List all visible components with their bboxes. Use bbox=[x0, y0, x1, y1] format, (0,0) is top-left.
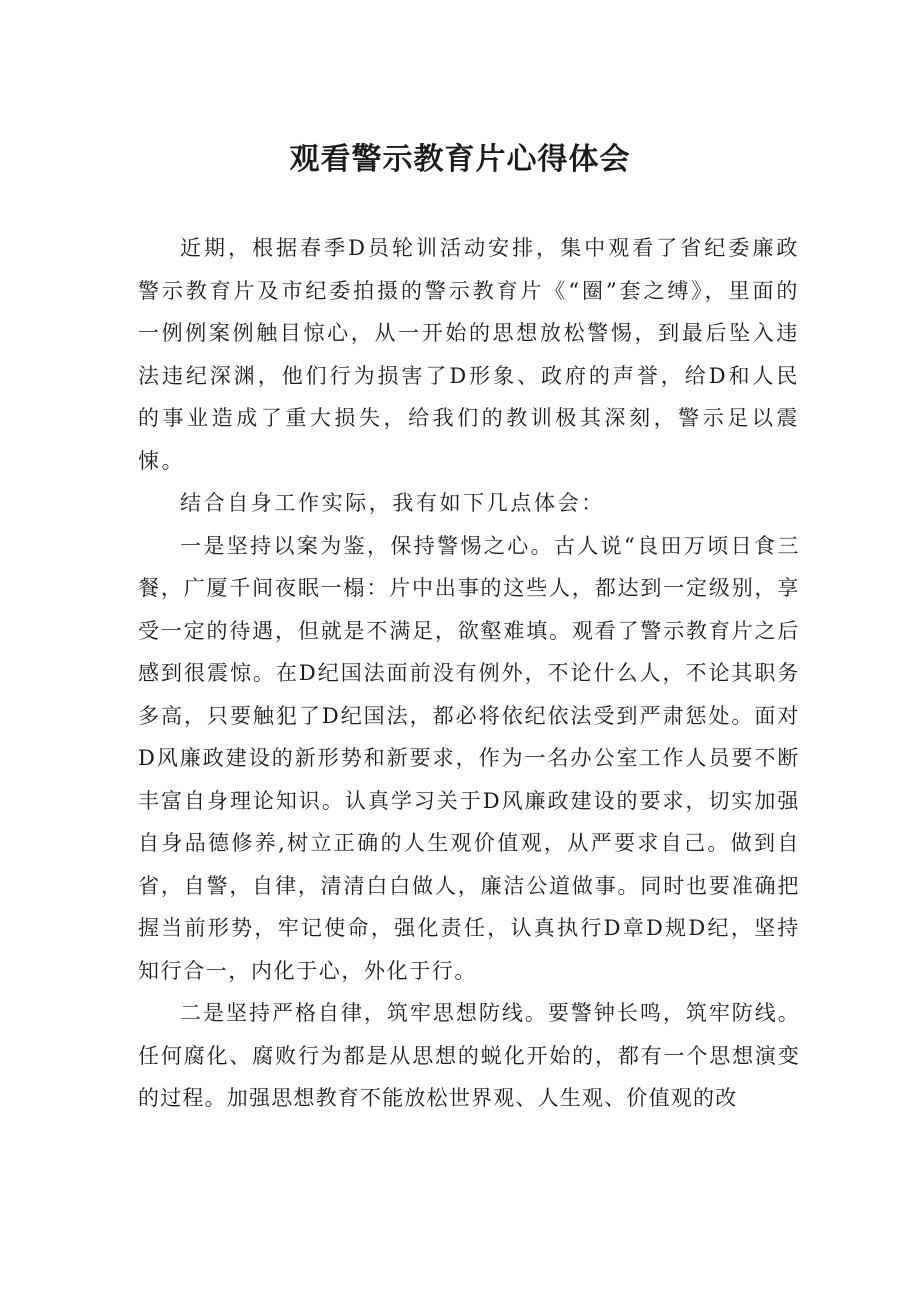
document-title: 观看警示教育片心得体会 bbox=[289, 142, 631, 177]
document-body bbox=[138, 227, 800, 1120]
paragraph-intro: 近期，根据春季D员轮训活动安排，集中观看了省纪委廉政警示教育片及市纪委拍摄的警示教育片《“圈”套之缚》，里面的一例例案例触目惊心，从一开始的思想放松警惕，到最后坠入违法违纪深渊，他们行为损害了D形象、政府的声誉，给D和人民的事业造成了重大损失，给我们的教训极其深刻，警示足以震悚。 bbox=[138, 236, 800, 473]
paragraph-point-two: 二是坚持严格自律，筑牢思想防线。要警钟长鸣，筑牢防线。任何腐化、腐败行为都是从思想的蜕化开始的，都有一个思想演变的过程。加强思想教育不能放松世界观、人生观、价值观的改 bbox=[138, 1001, 800, 1110]
paragraph-summary-lead: 结合自身工作实际，我有如下几点体会： bbox=[180, 491, 605, 515]
paragraph-point-one: 一是坚持以案为鉴，保持警惕之心。古人说“良田万顷日食三餐，广厦千间夜眠一榻：片中出事的这些人，都达到一定级别，享受一定的待遇，但就是不满足，欲壑难填。观看了警示教育片之后感到很震惊。在D纪国法面前没有例外，不论什么人，不论其职务多高，只要触犯了D纪国法，都必将依纪依法受到严肃惩处。面对D风廉政建设的新形势和新要求，作为一名办公室工作人员要不断丰富自身理论知识。认真学习关于D风廉政建设的要求，切实加强自身品德修养,树立正确的人生观价值观，从严要求自己。做到自省，自警，自律，清清白白做人，廉洁公道做事。同时也要准确把握当前形势，牢记使命，强化责任，认真执行D章D规D纪，坚持知行合一，内化于心，外化于行。 bbox=[138, 533, 800, 983]
